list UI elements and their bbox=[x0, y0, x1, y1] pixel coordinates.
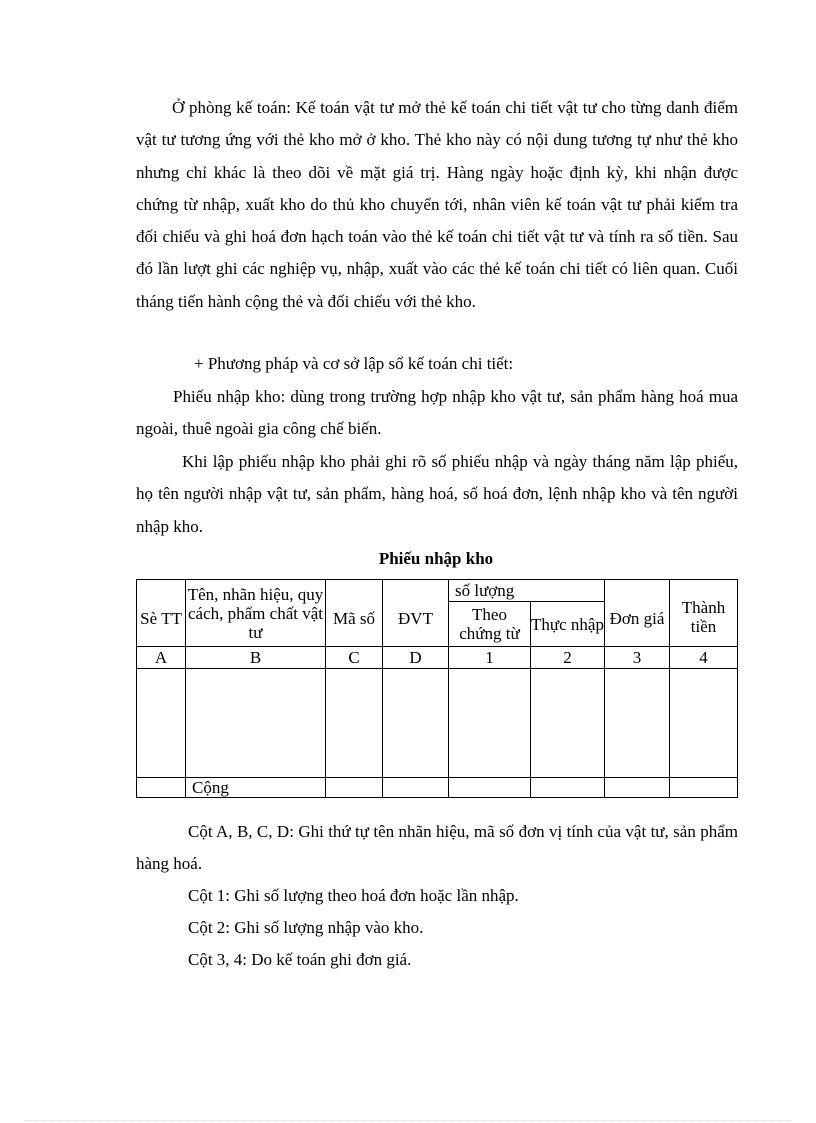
header-unit: ĐVT bbox=[383, 580, 449, 647]
table-total-row bbox=[137, 778, 738, 798]
table-header-row bbox=[137, 580, 738, 602]
column-letter: A bbox=[137, 647, 186, 669]
empty-cell bbox=[326, 669, 383, 778]
empty-cell bbox=[605, 669, 670, 778]
empty-cell bbox=[605, 778, 670, 798]
table-body-row bbox=[137, 669, 738, 778]
header-amount: Thành tiền bbox=[670, 580, 738, 647]
empty-cell bbox=[670, 778, 738, 798]
empty-cell bbox=[531, 669, 605, 778]
empty-cell bbox=[449, 669, 531, 778]
column-letter: 3 bbox=[605, 647, 670, 669]
header-item-name: Tên, nhãn hiệu, quy cách, phẩm chất vật tư bbox=[186, 580, 326, 647]
header-stt: Sè TT bbox=[137, 580, 186, 647]
column-letter-row bbox=[137, 647, 738, 669]
header-by-document: Theo chứng từ bbox=[449, 602, 531, 647]
paragraph-accounting-office: Ở phòng kế toán: Kế toán vật tư mở thẻ kế toán chi tiết vật tư cho từng danh điểm vật tư tương ứng với thẻ kho mở ở kho. Thẻ kho này có nội dung tương tự như thẻ kho nhưng chỉ khác là theo dõi về mặt giá trị. Hàng ngày hoặc định kỳ, khi nhận được chứng từ nhập, xuất kho do thủ kho chuyển tới, nhân viên kế toán vật tư phải kiểm tra đối chiếu và ghi hoá đơn hạch toán vào thẻ kế toán chi tiết vật tư và tính ra số tiền. Sau đó lần lượt ghi các nghiệp vụ, nhập, xuất vào các thẻ kế toán chi tiết có liên quan. Cuối tháng tiến hành cộng thẻ và đối chiếu với thẻ kho. bbox=[136, 98, 738, 311]
receipt-slip-table bbox=[136, 579, 738, 798]
empty-cell bbox=[383, 778, 449, 798]
empty-cell bbox=[137, 669, 186, 778]
header-quantity: số lượng bbox=[449, 580, 605, 602]
paragraph-receipt-slip: Phiếu nhập kho: dùng trong trường hợp nhập kho vật tư, sản phẩm hàng hoá mua ngoài, thuê ngoài gia công chế biến. bbox=[136, 387, 738, 439]
note-columns-abcd: Cột A, B, C, D: Ghi thứ tự tên nhãn hiệu, mã số đơn vị tính của vật tư, sản phẩm hàng hoá. bbox=[136, 822, 738, 873]
header-actual-received: Thực nhập bbox=[531, 602, 605, 647]
column-letter: D bbox=[383, 647, 449, 669]
column-letter: C bbox=[326, 647, 383, 669]
empty-cell bbox=[531, 778, 605, 798]
table-title: Phiếu nhập kho bbox=[378, 549, 494, 568]
column-letter: 4 bbox=[670, 647, 738, 669]
page-footer-divider bbox=[24, 1120, 792, 1121]
empty-cell bbox=[186, 669, 326, 778]
empty-cell bbox=[137, 778, 186, 798]
column-letter: 2 bbox=[531, 647, 605, 669]
paragraph-method-heading: + Phương pháp và cơ sở lập sổ kế toán chi tiết: bbox=[194, 354, 514, 373]
header-unit-price: Đơn giá bbox=[605, 580, 670, 647]
note-column-2: Cột 2: Ghi số lượng nhập vào kho. bbox=[188, 918, 424, 937]
empty-cell bbox=[383, 669, 449, 778]
header-code: Mã số bbox=[326, 580, 383, 647]
column-letter: B bbox=[186, 647, 326, 669]
empty-cell bbox=[326, 778, 383, 798]
empty-cell bbox=[670, 669, 738, 778]
notes-list bbox=[136, 880, 738, 976]
note-columns-3-4: Cột 3, 4: Do kế toán ghi đơn giá. bbox=[188, 950, 412, 969]
note-column-1: Cột 1: Ghi số lượng theo hoá đơn hoặc lần nhập. bbox=[188, 886, 519, 905]
column-letter: 1 bbox=[449, 647, 531, 669]
total-label: Cộng bbox=[186, 778, 326, 798]
empty-cell bbox=[449, 778, 531, 798]
paragraph-slip-instructions: Khi lập phiếu nhập kho phải ghi rõ số phiếu nhập và ngày tháng năm lập phiếu, họ tên người nhập vật tư, sản phẩm, hàng hoá, số hoá đơn, lệnh nhập kho và tên người nhập kho. bbox=[136, 452, 738, 536]
